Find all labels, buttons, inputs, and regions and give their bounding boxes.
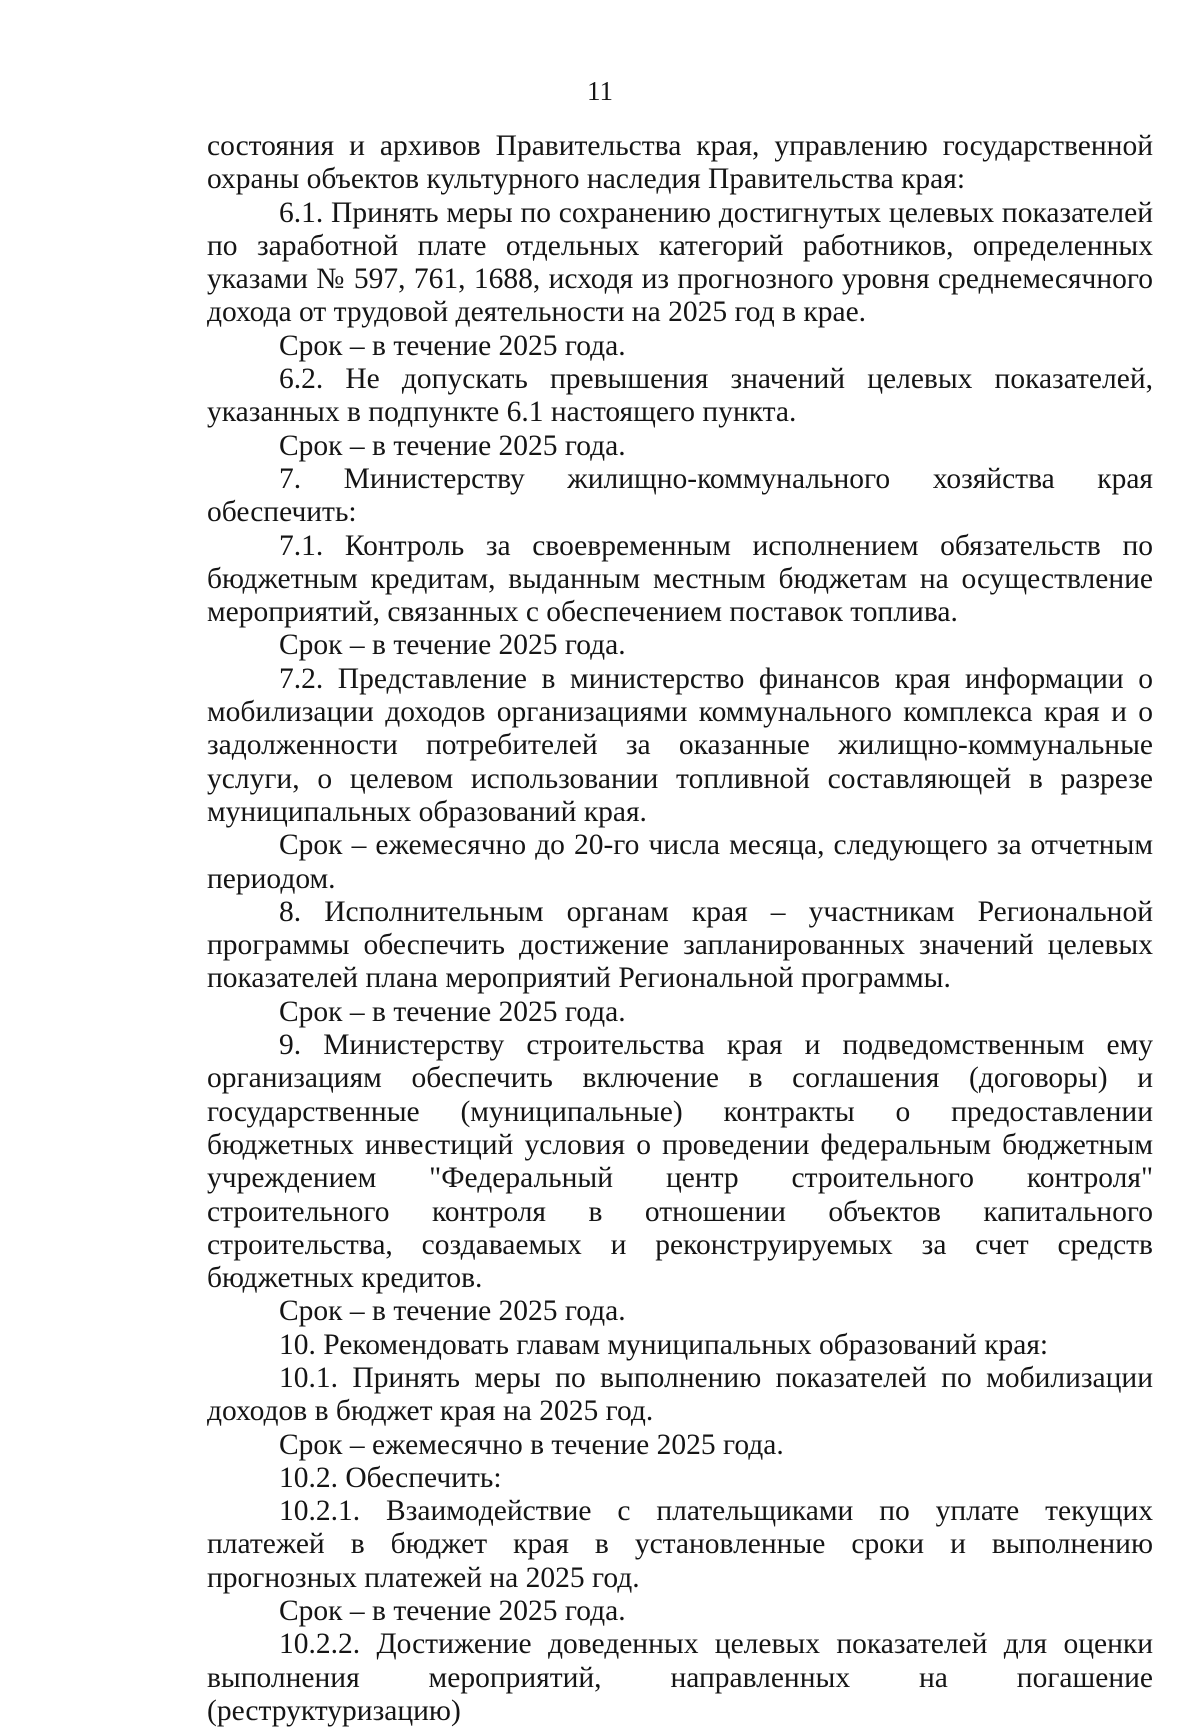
paragraph: 7. Министерству жилищно-коммунального хозяйства края обеспечить: [207,462,1153,529]
paragraph: Срок – в течение 2025 года. [279,995,626,1028]
paragraph: состояния и архивов Правительства края, управлению государственной охраны объектов культурного наследия Правительства края: [207,130,1153,196]
paragraph: 7.2. Представление в министерство финансов края информации о мобилизации доходов организациями коммунального комплекса края и о задолженности потребителей за оказанные жилищно-коммунальные услуги, о целевом использовании топливной составляющей в разрезе муниципальных образований края. [207,662,1153,828]
paragraph: Срок – в течение 2025 года. [279,1595,626,1628]
page-number: 11 [587,76,613,106]
paragraph: Срок – в течение 2025 года. [279,429,626,462]
paragraph: Срок – в течение 2025 года. [279,629,626,662]
paragraph: Срок – в течение 2025 года. [279,329,626,362]
paragraph: 10.2.2. Достижение доведенных целевых показателей для оценки выполнения мероприятий, направленных на погашение (реструктуризацию) [207,1628,1153,1727]
paragraph: Срок – ежемесячно в течение 2025 года. [279,1428,784,1461]
paragraph: 10.2.1. Взаимодействие с плательщиками по уплате текущих платежей в бюджет края в установленные сроки и выполнению прогнозных платежей на 2025 год. [207,1495,1153,1594]
document-body [207,130,1153,1728]
paragraph: 9. Министерству строительства края и подведомственным ему организациям обеспечить включение в соглашения (договоры) и государственные (муниципальные) контракты о предоставлении бюджетных инвестиций условия о проведении федеральным бюджетным учреждением "Федеральный центр строительного контроля" строительного контроля в отношении объектов капитального строительства, создаваемых и реконструируемых за счет средств бюджетных кредитов. [207,1029,1153,1295]
paragraph: 7.1. Контроль за своевременным исполнением обязательств по бюджетным кредитам, выданным местным бюджетам на осуществление мероприятий, связанных с обеспечением поставок топлива. [207,529,1153,629]
paragraph: 8. Исполнительным органам края – участникам Региональной программы обеспечить достижение запланированных значений целевых показателей плана мероприятий Региональной программы. [207,895,1153,995]
paragraph: 10.2. Обеспечить: [279,1461,502,1494]
paragraph: 10.1. Принять меры по выполнению показателей по мобилизации доходов в бюджет края на 2025 год. [207,1361,1153,1428]
paragraph: 6.1. Принять меры по сохранению достигнутых целевых показателей по заработной плате отдельных категорий работников, определенных указами № 597, 761, 1688, исходя из прогнозного уровня среднемесячного дохода от трудовой деятельности на 2025 год в крае. [207,196,1153,329]
paragraph: Срок – ежемесячно до 20-го числа месяца, следующего за отчетным периодом. [207,829,1153,895]
paragraph: Срок – в течение 2025 года. [279,1295,626,1328]
paragraph: 6.2. Не допускать превышения значений целевых показателей, указанных в подпункте 6.1 настоящего пункта. [207,363,1153,429]
paragraph: 10. Рекомендовать главам муниципальных образований края: [279,1328,1049,1361]
